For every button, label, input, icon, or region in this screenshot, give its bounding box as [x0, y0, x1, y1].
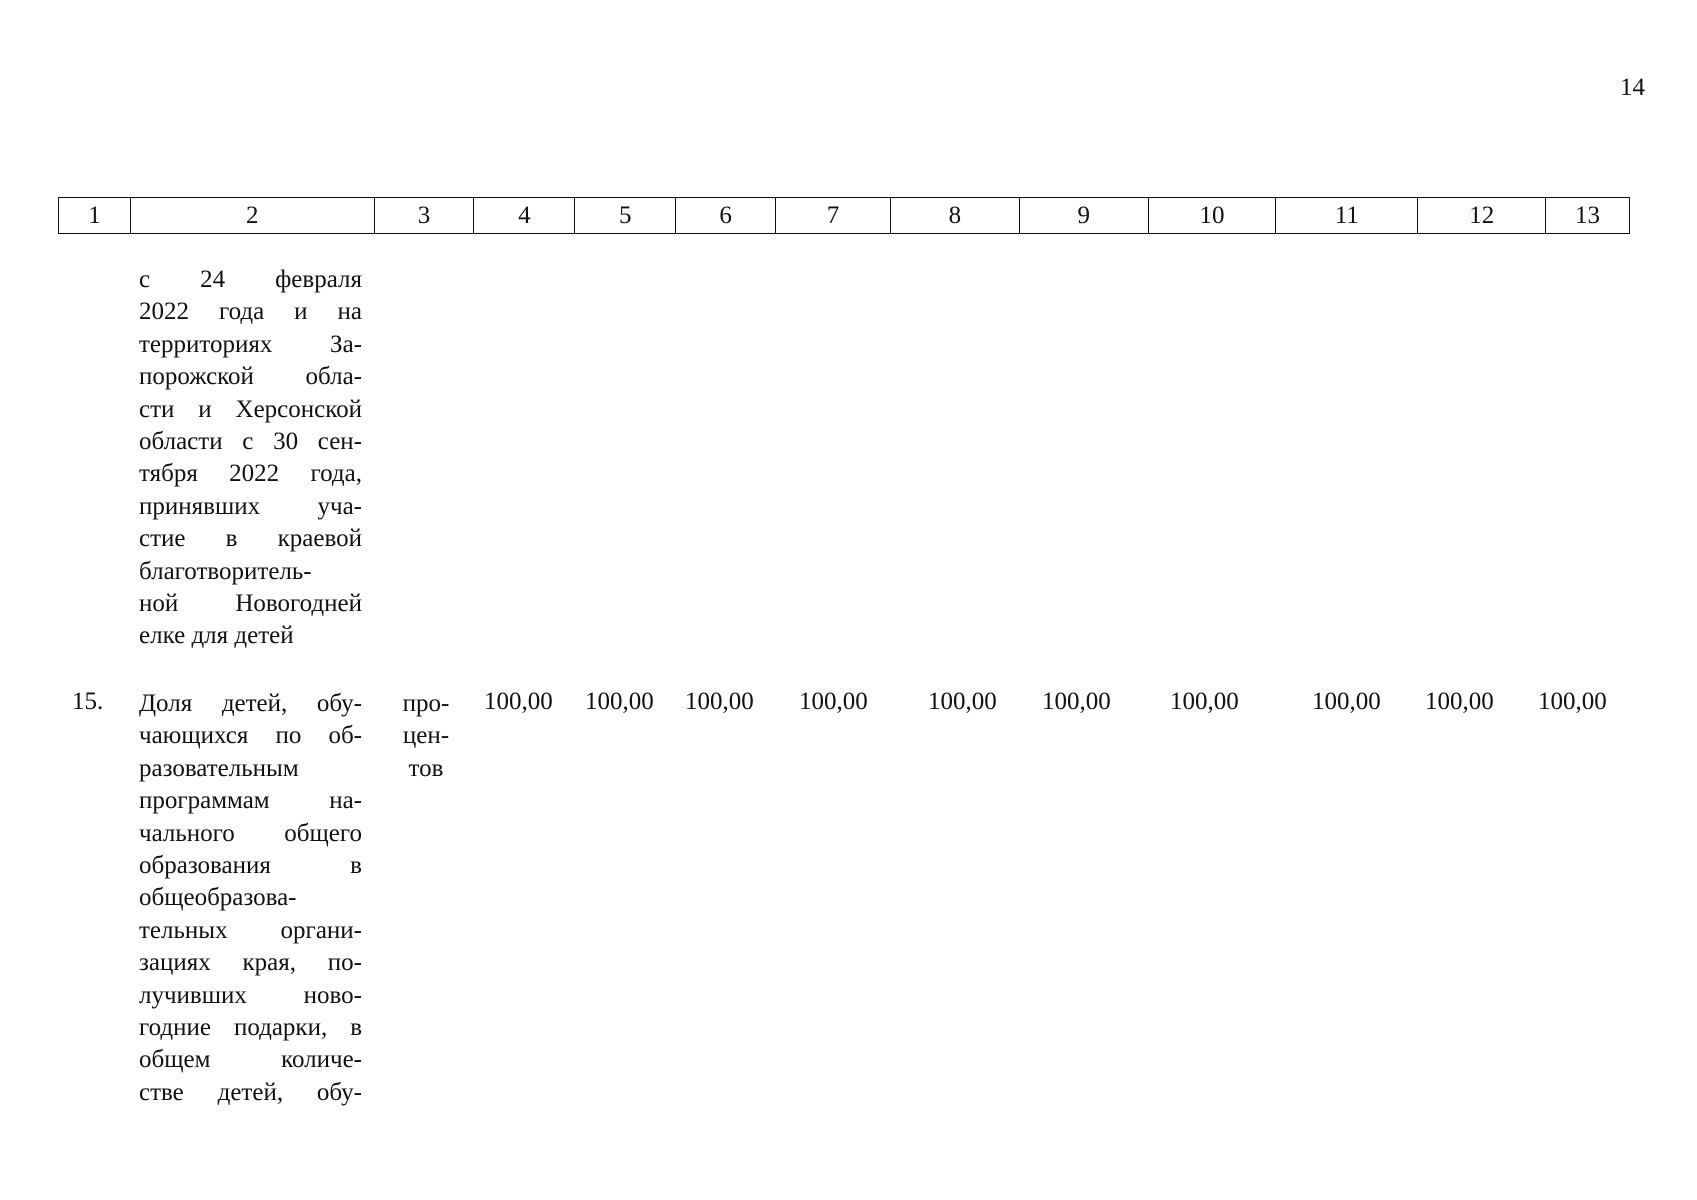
unit-line: про-	[402, 690, 450, 717]
text-line: области с 30 сен-	[139, 428, 362, 456]
value-cell: 100,00	[928, 688, 997, 715]
text-line: территориях За-	[139, 330, 362, 358]
text-line: образования в	[139, 852, 362, 880]
header-cell: 10	[1149, 198, 1277, 233]
text-line: чального общего	[139, 819, 362, 847]
text-line: ной Новогодней	[139, 590, 362, 618]
column-number-header-row	[58, 197, 1630, 234]
header-cell: 6	[676, 198, 776, 233]
value-cell: 100,00	[685, 688, 754, 715]
text-line: сти и Херсонской	[139, 395, 362, 423]
text-line: принявших уча-	[139, 492, 362, 520]
header-cell: 12	[1418, 198, 1546, 233]
indicator-text	[139, 688, 362, 1109]
header-cell: 7	[776, 198, 891, 233]
header-cell: 5	[575, 198, 676, 233]
text-line: годние подарки, в	[139, 1014, 362, 1042]
header-cell: 8	[891, 198, 1020, 233]
header-cell: 4	[474, 198, 575, 233]
header-cell: 3	[375, 198, 475, 233]
header-cell: 2	[131, 198, 375, 233]
unit-line: цен-	[402, 722, 450, 750]
header-cell: 9	[1020, 198, 1149, 233]
unit-cell	[396, 688, 456, 785]
text-line: с 24 февраля	[139, 266, 362, 293]
value-cell: 100,00	[484, 688, 553, 715]
text-line: разовательным	[139, 754, 299, 782]
header-cell: 13	[1575, 202, 1601, 229]
value-cell: 100,00	[1425, 688, 1494, 715]
text-line: порожской обла-	[139, 363, 362, 391]
text-line: зациях края, по-	[139, 949, 362, 977]
text-line: тельных органи-	[139, 916, 362, 944]
page-number: 14	[1620, 74, 1645, 101]
text-line: стве детей, обу-	[139, 1078, 362, 1106]
value-cell: 100,00	[1042, 688, 1111, 715]
header-cell: 1	[59, 198, 131, 233]
text-line: чающихся по об-	[139, 722, 362, 750]
unit-line: тов	[408, 754, 444, 782]
value-cell: 100,00	[799, 688, 868, 715]
text-line: стие в краевой	[139, 525, 362, 553]
row-number: 15.	[72, 688, 104, 715]
text-line: общеобразова-	[139, 884, 297, 912]
text-line: лучивших ново-	[139, 981, 362, 1009]
text-line: Доля детей, обу-	[139, 690, 362, 717]
value-cell: 100,00	[1170, 688, 1239, 715]
text-line: елке для детей	[139, 622, 294, 650]
text-line: программам на-	[139, 787, 362, 815]
text-line: тября 2022 года,	[139, 460, 362, 488]
header-cell: 11	[1276, 198, 1418, 233]
text-line: благотворитель-	[139, 557, 312, 585]
value-cell: 100,00	[1538, 688, 1607, 715]
text-line: 2022 года и на	[139, 298, 362, 326]
value-cell: 100,00	[1312, 688, 1381, 715]
value-cell: 100,00	[585, 688, 654, 715]
continuation-text	[139, 264, 362, 653]
text-line: общем количе-	[139, 1046, 362, 1074]
